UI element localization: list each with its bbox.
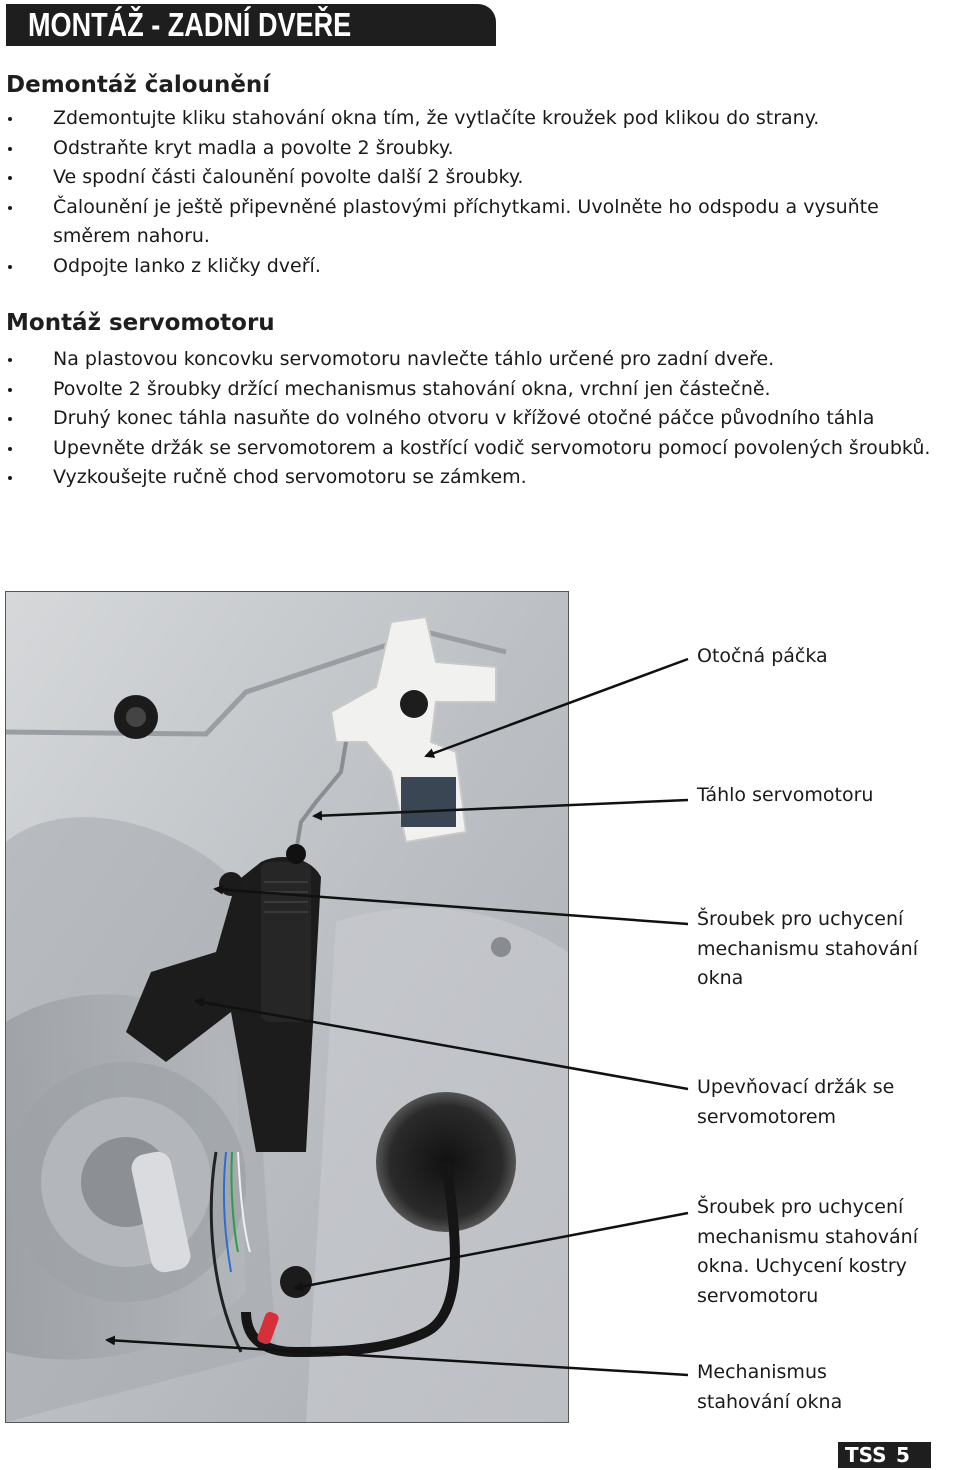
list-item: Povolte 2 šroubky držící mechanismus stahování okna, vrchní jen částečně. xyxy=(6,375,956,405)
bullet-list-demontaz xyxy=(6,104,956,281)
callout-tahlo-servomotoru: Táhlo servomotoru xyxy=(697,784,874,806)
page-title: MONTÁŽ - ZADNÍ DVEŘE xyxy=(28,6,352,43)
callout-upevnovaci-drzak: Upevňovací držák se servomotorem xyxy=(697,1076,895,1128)
callout-mechanismus-stahovani: Mechanismus stahování okna xyxy=(697,1361,843,1413)
section-heading-demontaz: Demontáž čalounění xyxy=(6,72,271,98)
footer-label: TSS xyxy=(845,1443,887,1467)
section-heading-montaz: Montáž servomotoru xyxy=(6,310,275,336)
bullet-list-montaz xyxy=(6,345,956,493)
list-item: Odstraňte kryt madla a povolte 2 šroubky. xyxy=(6,134,956,164)
door-servomotor-photo xyxy=(5,591,569,1423)
list-item: Vyzkoušejte ručně chod servomotoru se zámkem. xyxy=(6,463,956,493)
list-item: Zdemontujte kliku stahování okna tím, že vytlačíte kroužek pod klikou do strany. xyxy=(6,104,956,134)
callout-sroubek-kostry: Šroubek pro uchycení mechanismu stahování okna. Uchycení kostry servomotoru xyxy=(697,1196,919,1307)
list-item: Odpojte lanko z kličky dveří. xyxy=(6,252,956,282)
callout-otocna-packa: Otočná páčka xyxy=(697,645,828,667)
callout-sroubek-mechanismu: Šroubek pro uchycení mechanismu stahování okna xyxy=(697,908,919,989)
page-number: 5 xyxy=(896,1443,910,1467)
list-item: Ve spodní části čalounění povolte další 2 šroubky. xyxy=(6,163,956,193)
list-item: Druhý konec táhla nasuňte do volného otvoru v křížové otočné páčce původního táhla xyxy=(6,404,956,434)
list-item: Na plastovou koncovku servomotoru navlečte táhlo určené pro zadní dveře. xyxy=(6,345,956,375)
list-item: Čalounění je ještě připevněné plastovými příchytkami. Uvolněte ho odspodu a vysuňte směrem nahoru. xyxy=(6,193,956,252)
list-item: Upevněte držák se servomotorem a kostřící vodič servomotoru pomocí povolených šroubků. xyxy=(6,434,956,464)
